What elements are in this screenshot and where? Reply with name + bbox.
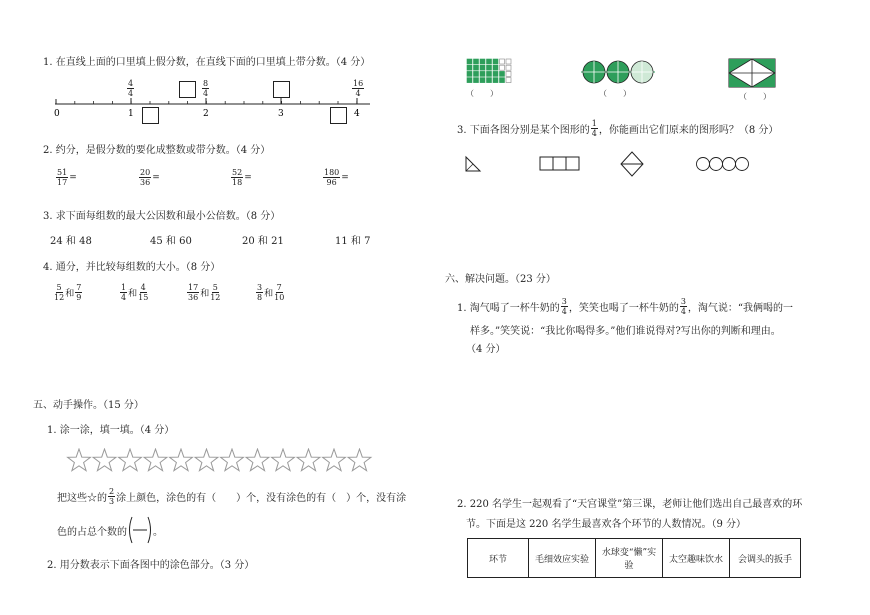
q2-text: 2. 约分，是假分数的要化成整数或带分数。（4 分）	[43, 145, 271, 156]
shaded-square-grid	[466, 58, 514, 84]
star-icon[interactable]	[272, 449, 295, 471]
q2-item-2: $\frac{20}{36}$ =	[140, 168, 160, 187]
star-icon[interactable]	[119, 449, 142, 471]
right-q3-text: 3. 下面各图分别是某个图形的 $\frac{1}{4}$ ，你能画出它们原来的图形吗？（8 分）	[457, 119, 779, 138]
q4-pair-4: $\frac{3}{8}$ 和 $\frac{7}{10}$	[257, 283, 285, 302]
tick-label-0: 0	[54, 109, 60, 119]
table-header-cell: 会调头的扳手	[730, 539, 801, 578]
q4-pair-3: $\frac{17}{36}$ 和 $\frac{5}{12}$	[188, 283, 221, 302]
star-icon[interactable]	[246, 449, 269, 471]
top-frac-1: $\frac{4}{4}$	[128, 79, 134, 98]
answer-paren-2[interactable]: （ ）	[599, 89, 631, 98]
improper-fraction-box-1[interactable]	[179, 81, 196, 98]
tick-label-4: 4	[354, 109, 360, 119]
star-icon[interactable]	[68, 449, 91, 471]
sec5-q1-text: 1. 涂一涂，填一填。（4 分）	[47, 425, 175, 436]
tick-label-3: 3	[278, 109, 284, 119]
small-triangle-figure	[464, 155, 484, 173]
top-frac-3: $\frac{16}{4}$	[353, 79, 364, 98]
table-header-cell: 毛细效应实验	[529, 539, 596, 578]
sec6-p1-line2: 样多。”笑笑说：“我比你喝得多。”他们谁说得对?写出你的判断和理由。	[470, 326, 781, 337]
q4-pair-1: $\frac{5}{12}$ 和 $\frac{7}{9}$	[54, 283, 82, 302]
star-icon[interactable]	[195, 449, 218, 471]
table-header-cell: 水球变“懒”实验	[596, 539, 663, 578]
star-row	[66, 448, 381, 474]
star-icon[interactable]	[323, 449, 346, 471]
tick-label-2: 2	[203, 109, 209, 119]
tick-label-1: 1	[128, 109, 134, 119]
mixed-number-box-2[interactable]	[330, 107, 347, 124]
q3-pair-3: 20 和 21	[242, 236, 284, 247]
star-icon[interactable]	[170, 449, 193, 471]
sec5-q1-line-b: 色的占总个数的 。	[57, 515, 163, 545]
shaded-rectangle	[728, 58, 776, 88]
star-icon[interactable]	[297, 449, 320, 471]
star-icon[interactable]	[144, 449, 167, 471]
three-squares-figure	[539, 156, 581, 172]
sec6-p2-line1: 2. 220 名学生一起观看了“天宫课堂”第三课，老师让他们选出自己最喜欢的环	[457, 499, 803, 510]
four-circles-figure	[696, 155, 750, 173]
table-header-cell: 太空趣味饮水	[663, 539, 730, 578]
table-header-row	[468, 539, 801, 578]
mixed-number-box-1[interactable]	[142, 107, 159, 124]
shaded-circles	[579, 60, 657, 84]
q3-text: 3. 求下面每组数的最大公因数和最小公倍数。（8 分）	[43, 211, 281, 222]
star-icon[interactable]	[93, 449, 116, 471]
sec5-q2-text: 2. 用分数表示下面各图中的涂色部分。（3 分）	[47, 560, 255, 571]
section5-title: 五、动手操作。（15 分）	[33, 400, 144, 411]
q4-text: 4. 通分，并比较每组数的大小。（8 分）	[43, 262, 221, 273]
sec6-p1-line3: （4 分）	[466, 344, 506, 355]
q4-pair-2: $\frac{1}{4}$ 和 $\frac{4}{15}$	[121, 283, 149, 302]
answer-paren-1[interactable]: （ ）	[466, 89, 498, 98]
star-icon[interactable]	[348, 449, 371, 471]
number-line	[50, 78, 375, 123]
star-icon[interactable]	[221, 449, 244, 471]
q3-pair-1: 24 和 48	[50, 236, 92, 247]
section6-title: 六、解决问题。（23 分）	[445, 274, 556, 285]
sec6-p1-line1: 1. 淘气喝了一杯牛奶的 $\frac{3}{4}$ ，笑笑也喝了一杯牛奶的 $\frac{3}{4}$ ，淘气说：“我俩喝的一	[457, 297, 794, 316]
sec5-q1-line-a: 把这些☆的 $\frac{2}{3}$ 涂上颜色，涂色的有（ ）个，没有涂色的有（ ）个，没有涂	[57, 487, 407, 506]
sec6-p2-line2: 节。下面是这 220 名学生最喜欢各个环节的人数情况。（9 分）	[466, 519, 746, 530]
q3-pair-2: 45 和 60	[150, 236, 192, 247]
improper-fraction-box-2[interactable]	[273, 81, 290, 98]
q1-text: 1. 在直线上面的口里填上假分数，在直线下面的口里填上带分数。（4 分）	[43, 57, 371, 68]
table-header-cell: 环节	[468, 539, 529, 578]
q2-item-3: $\frac{52}{18}$ =	[232, 168, 252, 187]
top-frac-2: $\frac{8}{4}$	[203, 79, 209, 98]
blank-fraction-paren[interactable]	[127, 515, 153, 545]
q3-pair-4: 11 和 7	[335, 236, 371, 247]
two-thirds-fraction: $\frac{2}{3}$	[109, 487, 115, 506]
one-quarter-fraction: $\frac{1}{4}$	[591, 119, 597, 138]
diamond-figure	[620, 151, 644, 177]
q2-item-4: $\frac{180}{96}$ =	[324, 168, 349, 187]
q2-item-1: $\frac{51}{17}$ =	[57, 168, 77, 187]
survey-table	[467, 538, 801, 578]
answer-paren-3[interactable]: （ ）	[739, 92, 771, 101]
